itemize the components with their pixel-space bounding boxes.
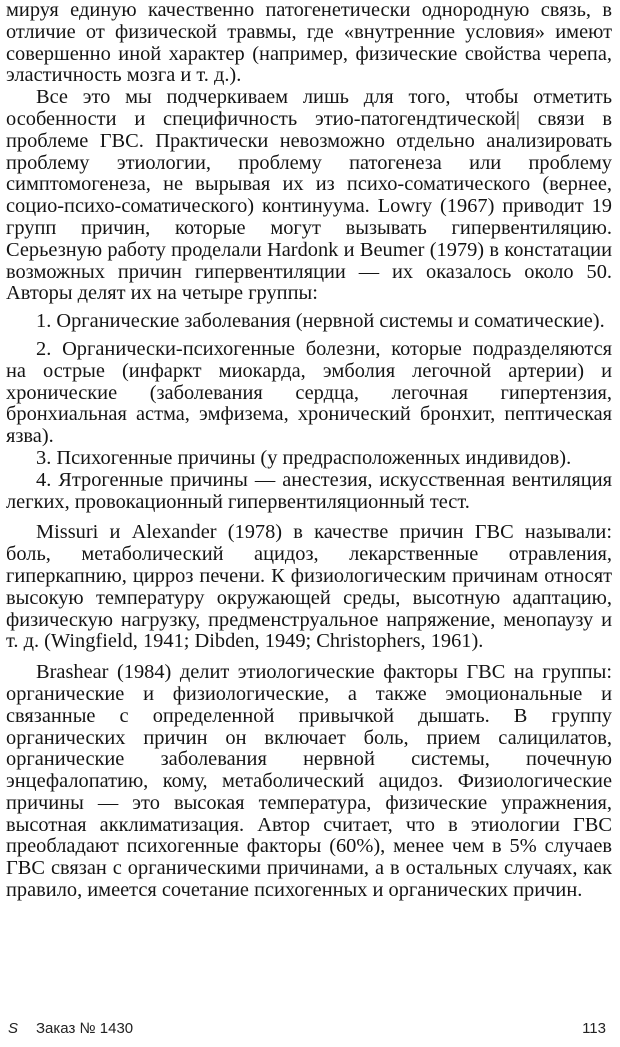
page-footer xyxy=(8,1020,606,1042)
paragraph-continuation: мируя единую качественно патогенетически однородную связь, в отличие от физической травмы, где «внутренние условия» имеют совершенно иной характер (например, физические свойства черепа, эластичность мозга и т. д.). xyxy=(6,0,612,87)
page-body xyxy=(6,0,612,902)
list-item-2: 2. Органически-психогенные болезни, которые подразделяются на острые (инфаркт миокарда, эмболия легочной артерии) и хронические (заболевания сердца, легочная гипертензия, бронхиальная астма, эмфизема, хронический бронхит, пептическая язва). xyxy=(6,337,612,448)
paragraph-missuri: Missuri и Alexander (1978) в качестве причин ГВС называли: боль, метаболический ацидоз, лекарственные отравления, гиперкапнию, цирроз печени. К физиологическим причинам относят высокую температуру окружающей среды, высотную адаптацию, физическую нагрузку, предменструальное напряжение, менопаузу и т. д. (Wingfield, 1941; Dibden, 1949; Christophers, 1961). xyxy=(6,521,612,653)
paragraph-etiology-intro: Все это мы подчеркиваем лишь для того, чтобы отметить особенности и специфичность этио-патогендтической| связи в проблеме ГВС. Практически невозможно отдельно анализировать проблему этиологии, проблему патогенеза или проблему симптомогенеза, не вырывая их из психо-соматического (вернее, социо-психо-соматического) континуума. Lowry (1967) приводит 19 групп причин, которые могут вызывать гипервентиляцию. Серьезную работу проделали Hardonk и Beumer (1979) в констатации возможных причин гипервентиляции — их оказалось около 50. Авторы делят их на четыре группы: xyxy=(6,86,612,305)
list-item-3: 3. Психогенные причины (у предрасположенных индивидов). xyxy=(36,446,572,469)
list-item-1: 1. Органические заболевания (нервной системы и соматические). xyxy=(36,310,605,333)
print-order-label: Заказ № 1430 xyxy=(36,1020,134,1037)
paragraph-brashear: Brashear (1984) делит этиологические факторы ГВС на группы: органические и физиологические, а также эмоциональные и связанные с определенной привычкой дышать. В группу органических причин он включает боль, прием салицилатов, органические заболевания нервной системы, почечную энцефалопатию, кому, метаболический ацидоз. Физиологические причины — это высокая температура, физические упражнения, высотная акклиматизация. Автор считает, что в этиологии ГВС преобладают психогенные факторы (60%), менее чем в 5% случаев ГВС связан с органическими причинами, а в остальных случаях, как правило, имеется сочетание психогенных и органических причин. xyxy=(6,661,612,902)
list-item-4: 4. Ятрогенные причины — анестезия, искусственная вентиляция легких, провокационный гипервентиляционный тест. xyxy=(6,468,612,513)
page-number: 113 xyxy=(582,1020,606,1037)
signature-letter: S xyxy=(8,1020,19,1037)
